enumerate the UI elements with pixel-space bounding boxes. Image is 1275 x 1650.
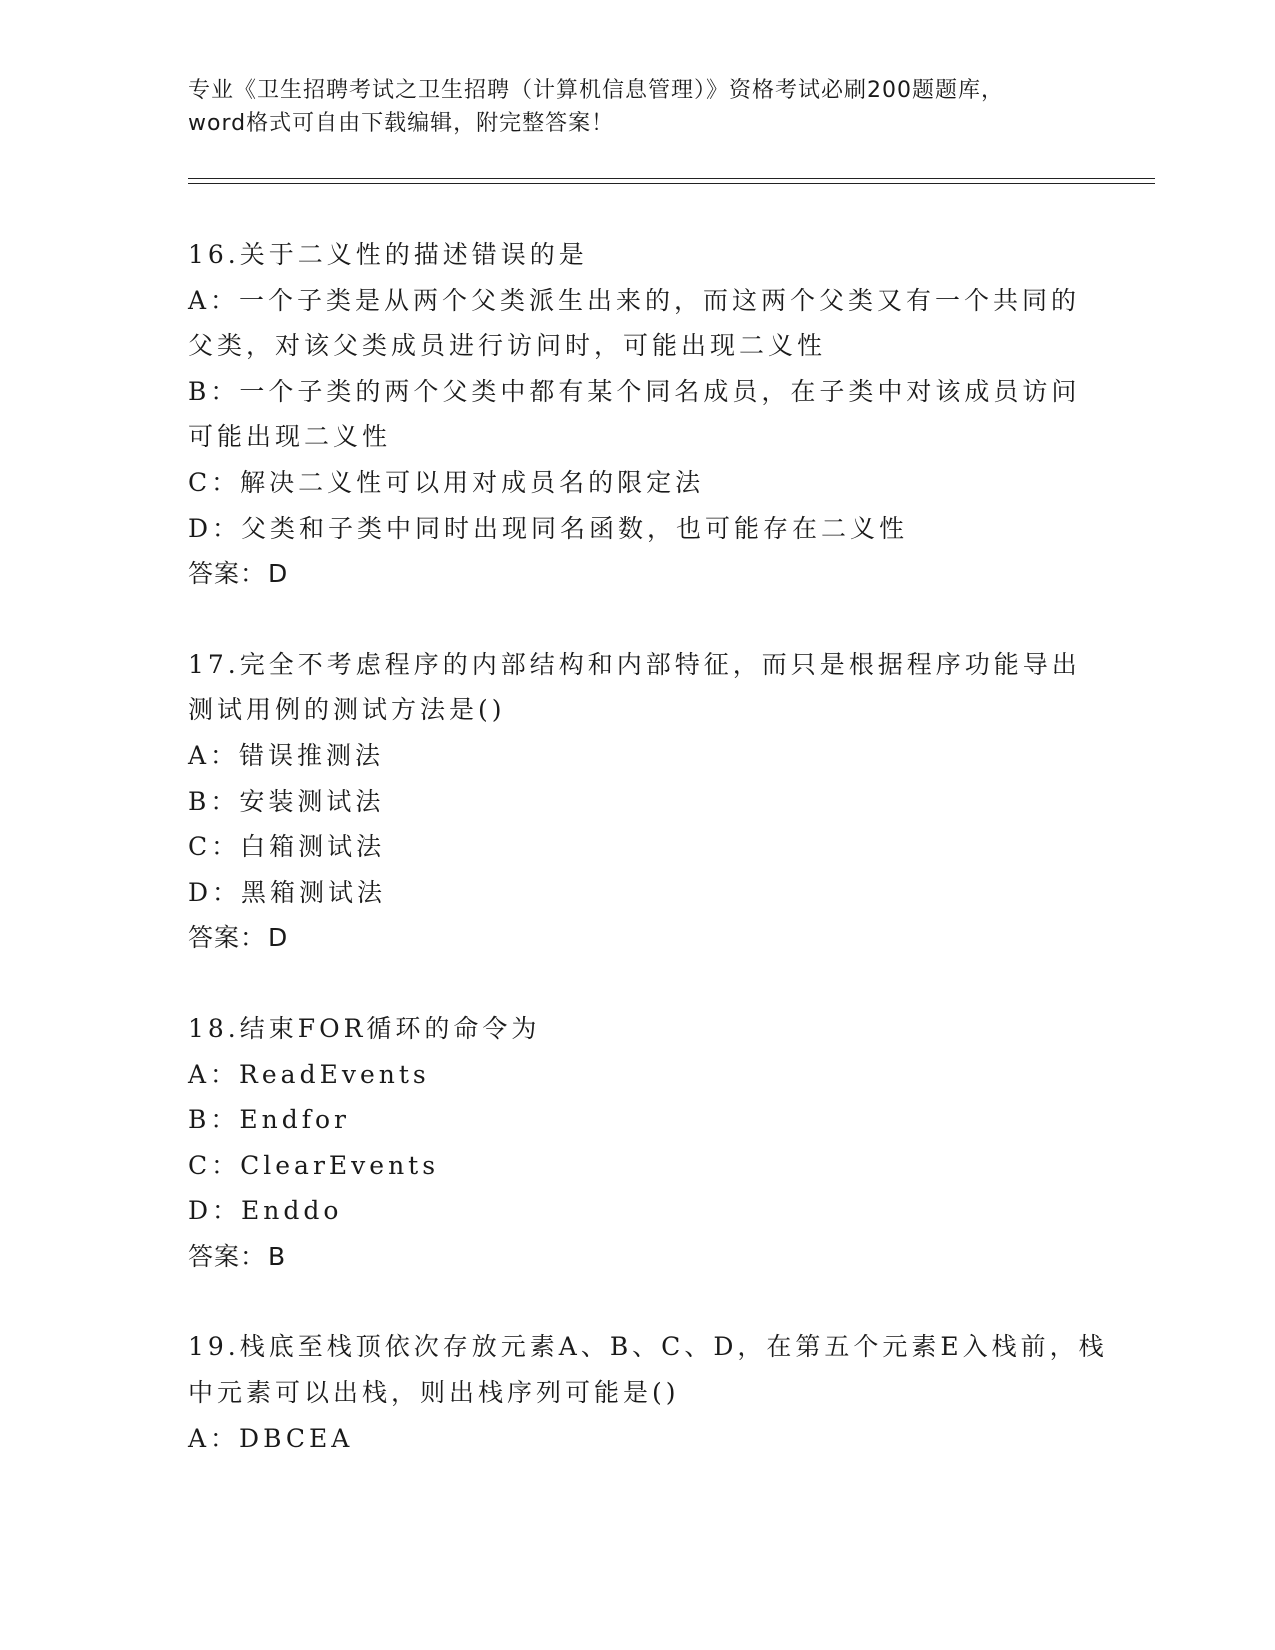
question-stem-line: 16.关于二义性的描述错误的是 <box>188 240 588 269</box>
question-list <box>188 232 1108 1506</box>
question-stem-line: 17.完全不考虑程序的内部结构和内部特征，而只是根据程序功能导出 <box>188 649 1081 679</box>
question-19 <box>188 1324 1108 1461</box>
option-b: B：Endfor <box>188 1105 350 1135</box>
option-a: A：DBCEA <box>188 1423 354 1453</box>
answer-line <box>188 551 1088 597</box>
question-stem-line: 测试用例的测试方法是() <box>188 695 506 725</box>
option-d: D：父类和子类中同时出现同名函数，也可能存在二义性 <box>188 513 909 543</box>
question-stem-line: 中元素可以出栈，则出栈序列可能是() <box>188 1378 680 1408</box>
question-16 <box>188 232 1088 597</box>
answer-line <box>188 915 1088 961</box>
option-a-line-2: 父类，对该父类成员进行访问时，可能出现二义性 <box>188 331 827 361</box>
header-double-rule <box>188 178 1155 184</box>
question-17 <box>188 642 1088 961</box>
answer-value: D <box>268 923 289 953</box>
option-d: D：Enddo <box>188 1196 343 1226</box>
answer-value: D <box>268 559 289 589</box>
option-a: A：ReadEvents <box>188 1059 430 1089</box>
option-b-line-2: 可能出现二义性 <box>188 422 392 452</box>
option-c: C：ClearEvents <box>188 1150 440 1180</box>
option-a: A：错误推测法 <box>188 740 385 770</box>
answer-label: 答案： <box>188 559 267 589</box>
question-stem-line: 19.栈底至栈顶依次存放元素A、B、C、D，在第五个元素E入栈前，栈 <box>188 1332 1108 1362</box>
answer-line <box>188 1234 1088 1280</box>
option-c: C：白箱测试法 <box>188 832 386 862</box>
option-d: D：黑箱测试法 <box>188 877 387 907</box>
option-c: C：解决二义性可以用对成员名的限定法 <box>188 467 705 497</box>
header-line-1: 专业《卫生招聘考试之卫生招聘（计算机信息管理）》资格考试必刷200题题库， <box>188 78 1004 103</box>
question-stem-line: 18.结束FOR循环的命令为 <box>188 1013 541 1043</box>
option-b: B：安装测试法 <box>188 786 385 816</box>
document-header <box>188 74 1088 140</box>
answer-label: 答案： <box>188 923 267 953</box>
question-18 <box>188 1006 1088 1280</box>
answer-value: B <box>268 1241 287 1271</box>
option-a-line-1: A：一个子类是从两个父类派生出来的，而这两个父类又有一个共同的 <box>188 285 1081 315</box>
option-b-line-1: B：一个子类的两个父类中都有某个同名成员，在子类中对该成员访问 <box>188 376 1081 406</box>
header-line-2: word格式可自由下载编辑，附完整答案！ <box>188 111 615 136</box>
answer-label: 答案： <box>188 1241 267 1271</box>
